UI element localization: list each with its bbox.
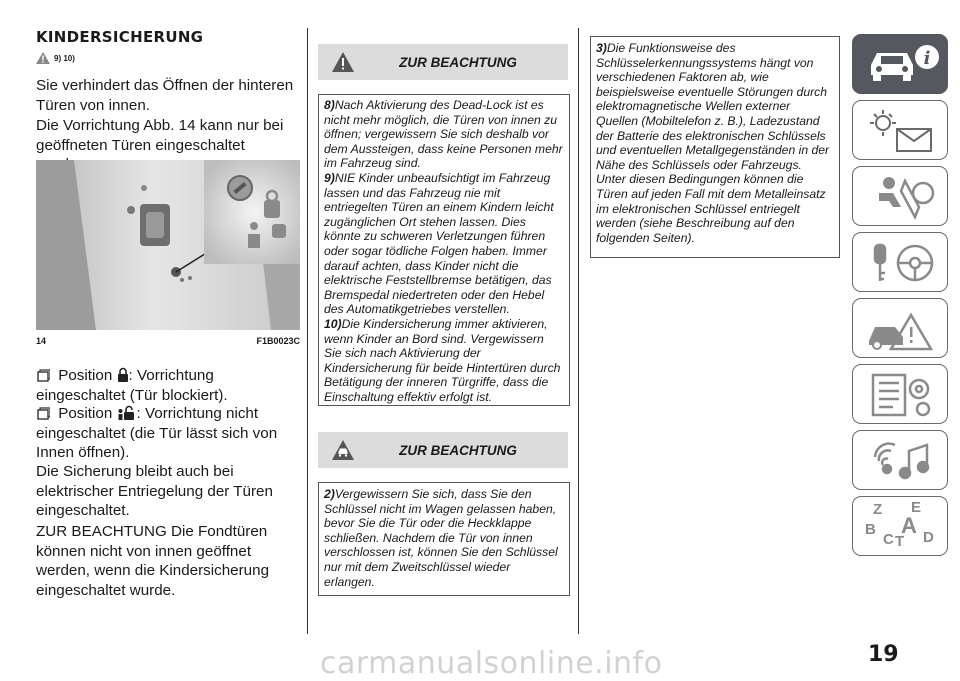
position-label: Position [58, 405, 113, 422]
note-item [324, 98, 564, 171]
reference-marks [36, 52, 75, 64]
tab-servicing[interactable] [852, 364, 948, 424]
intro-paragraph: Sie verhindert das Öffnen der hinteren Türen von innen. [36, 77, 294, 114]
position-unlocked-item [36, 404, 302, 463]
device-paragraph: Die Vorrichtung Abb. 14 kann nur bei geöffneten Türen eingeschaltet [36, 117, 284, 154]
tab-starting-driving[interactable] [852, 232, 948, 292]
accident-icon [865, 305, 939, 353]
car-info-icon [863, 41, 941, 89]
figure-number: 14 [36, 336, 47, 346]
tab-letter: C [883, 531, 894, 548]
tab-emergency[interactable] [852, 298, 948, 358]
tab-safety[interactable] [852, 166, 948, 226]
bullet-box-icon [36, 369, 50, 383]
door-lock-photo [36, 160, 300, 330]
figure-caption [36, 336, 300, 346]
tab-multimedia[interactable] [852, 430, 948, 490]
note-item [324, 171, 564, 317]
tab-letter: B [865, 521, 876, 538]
warning-triangle-icon [332, 52, 354, 72]
bullet-box-icon [36, 407, 50, 421]
note-header [318, 432, 568, 468]
note-item-text: NIE Kinder unbeaufsichtigt im Fahrzeug lassen und das Fahrzeug nie mit entriegelten Türen an einem Kindern leicht zugänglichen Ort stehen lassen. Dies könnte zu schweren Verletzungen führen oder sogar tödliche Folgen haben. Immer darauf achten, dass Kinder nicht die elektrische Feststellbremse betätigen, das Bremspedal niedertreten oder den Hebel des Automatikgetriebes verstellen. [324, 170, 554, 317]
note-header [318, 44, 568, 80]
note-item-text: Nach Aktivierung des Dead-Lock ist es nicht mehr möglich, die Türen von innen zu öffnen; vergewissern Sie sich deshalb vor dem Aussteigen, dass keine Personen mehr im Fahrzeug sind. [324, 98, 563, 171]
watermark: carmanualsonline.info [320, 646, 663, 681]
section-heading: KINDERSICHERUNG [36, 28, 204, 46]
safety-paragraph: Die Sicherung bleibt auch bei elektrischer Entriegelung der Türen eingeschaltet. [36, 463, 273, 519]
tab-knowing-the-vehicle[interactable] [852, 34, 948, 94]
info-note [590, 36, 840, 258]
position-locked-text: : Vorrichtung eingeschaltet (Tür blockiert). [36, 367, 228, 404]
airbag-seat-icon [865, 173, 939, 221]
note-item-text: Die Funktionsweise des Schlüsselerkennungssystems hängt von verschiedenen Faktoren ab, wie beispielsweise eventuelle Störungen durch elektromagnetische Wellen externer Quellen (Mobiltelefon z. B.), Ladezustand der Batterie des elektronischen Schlüssels und eventuellen Metallgegenständen in der Nähe des Schlüssels oder Fahrzeugs. Unter diesen Bedingungen können die Türen auf jeden Fall mit dem Metalleinsatz im elektronischen Schlüssel entriegelt werden (siehe Beschreibung auf den folgenden Seiten). [596, 41, 830, 245]
note-item [324, 487, 564, 589]
tab-letter: Z [873, 501, 883, 518]
padlock-open-child-icon [117, 405, 137, 421]
reference-numbers: 9) 10) [54, 53, 75, 63]
note-item-text: Die Kindersicherung immer aktivieren, wenn Kinder an Bord sind. Vergewissern Sie sich nach Aktivierung der Kindersicherung für beide Hintertüren durch Betätigung der inneren Türgriffe, dass die Einschaltung effektiv erfolgt ist. [324, 316, 561, 404]
column-divider [578, 28, 579, 634]
car-warning-icon [332, 440, 354, 460]
note-item-number: 8) [324, 98, 335, 112]
inline-warning-paragraph: ZUR BEACHTUNG Die Fondtüren können nicht von innen geöffnet werden, wenn die Kindersicherung eingeschaltet wurde. [36, 523, 270, 599]
multimedia-icon [865, 437, 939, 485]
note-item-number: 3) [596, 41, 607, 55]
warning-note [318, 94, 570, 406]
position-unlocked-text: : Vorrichtung nicht eingeschaltet (die Tür lässt sich von Innen öffnen). [36, 405, 278, 461]
note-item [324, 317, 564, 405]
note-title: ZUR BEACHTUNG [399, 55, 517, 70]
note-item-text: Vergewissern Sie sich, dass Sie den Schlüssel nicht im Wagen gelassen haben, bevor Sie die Tür oder die Heckklappe schließen. Nachdem die Tür von innen verschlossen ist, können Sie den Schlüssel nur mit dem Zweitschlüssel wieder erlangen. [324, 487, 558, 589]
column-divider [307, 28, 308, 634]
key-steering-icon [865, 239, 939, 287]
page-number: 19 [868, 642, 899, 667]
position-locked-item [36, 366, 302, 405]
alphabet-index-icon [853, 497, 949, 557]
svg-text:i: i [923, 48, 931, 69]
warning-triangle-icon [36, 52, 50, 64]
position-label: Position [58, 367, 113, 384]
tab-letter: E [911, 499, 922, 516]
tab-letter: T [895, 533, 905, 550]
caution-note [318, 482, 570, 596]
note-item-number: 9) [324, 170, 335, 185]
tab-index[interactable] [852, 496, 948, 556]
padlock-closed-icon [117, 367, 129, 383]
tab-letter: A [901, 513, 917, 538]
tab-warning-lights[interactable] [852, 100, 948, 160]
maintenance-icon [865, 371, 939, 419]
note-title: ZUR BEACHTUNG [399, 443, 517, 458]
warning-lights-icon [865, 107, 939, 155]
note-item-number: 2) [324, 487, 335, 501]
tab-letter: D [923, 529, 934, 546]
note-item-number: 10) [324, 316, 342, 331]
figure-code: F1B0023C [256, 336, 300, 346]
